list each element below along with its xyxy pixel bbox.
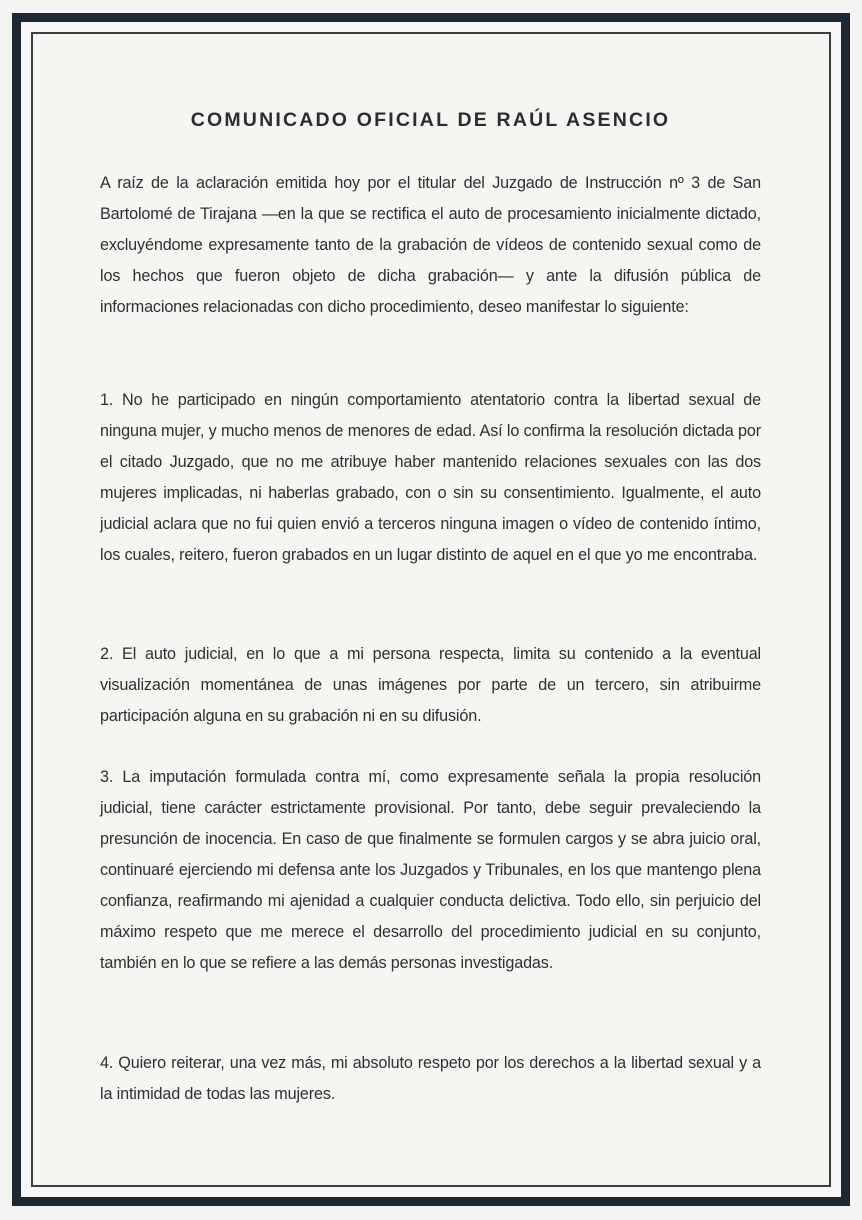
intro-paragraph: A raíz de la aclaración emitida hoy por el titular del Juzgado de Instrucción nº 3 de San Bartolomé de Tirajana —en la que se rectifica el auto de procesamiento inicialmente dictado, excluyéndome expresamente tanto de la grabación de vídeos de contenido sexual como de los hechos que fueron objeto de dicha grabación— y ante la difusión pública de informaciones relacionadas con dicho procedimiento, deseo manifestar lo siguiente: bbox=[100, 174, 761, 316]
point-2-paragraph: 2. El auto judicial, en lo que a mi persona respecta, limita su contenido a la eventual visualización momentánea de unas imágenes por parte de un tercero, sin atribuirme participación alguna en su grabación ni en su difusión. bbox=[100, 645, 761, 725]
outer-frame-border bbox=[12, 13, 850, 1206]
point-1-paragraph: 1. No he participado en ningún comportamiento atentatorio contra la libertad sexual de ninguna mujer, y mucho menos de menores de edad. Así lo confirma la resolución dictada por el citado Juzgado, que no me atribuye haber mantenido relaciones sexuales con las dos mujeres implicadas, ni haberlas grabado, con o sin su consentimiento. Igualmente, el auto judicial aclara que no fui quien envió a terceros ninguna imagen o vídeo de contenido íntimo, los cuales, reitero, fueron grabados en un lugar distinto de aquel en el que yo me encontraba. bbox=[100, 391, 761, 564]
inner-frame-border bbox=[31, 32, 831, 1187]
document-title: COMUNICADO OFICIAL DE RAÚL ASENCIO bbox=[190, 109, 671, 131]
point-4-paragraph: 4. Quiero reiterar, una vez más, mi absoluto respeto por los derechos a la libertad sexual y a la intimidad de todas las mujeres. bbox=[100, 1054, 761, 1103]
point-3-paragraph: 3. La imputación formulada contra mí, como expresamente señala la propia resolución judicial, tiene carácter estrictamente provisional. Por tanto, debe seguir prevaleciendo la presunción de inocencia. En caso de que finalmente se formulen cargos y se abra juicio oral, continuaré ejerciendo mi defensa ante los Juzgados y Tribunales, en los que mantengo plena confianza, reafirmando mi ajenidad a cualquier conducta delictiva. Todo ello, sin perjuicio del máximo respeto que me merece el desarrollo del procedimiento judicial en su conjunto, también en lo que se refiere a las demás personas investigadas. bbox=[100, 768, 761, 972]
